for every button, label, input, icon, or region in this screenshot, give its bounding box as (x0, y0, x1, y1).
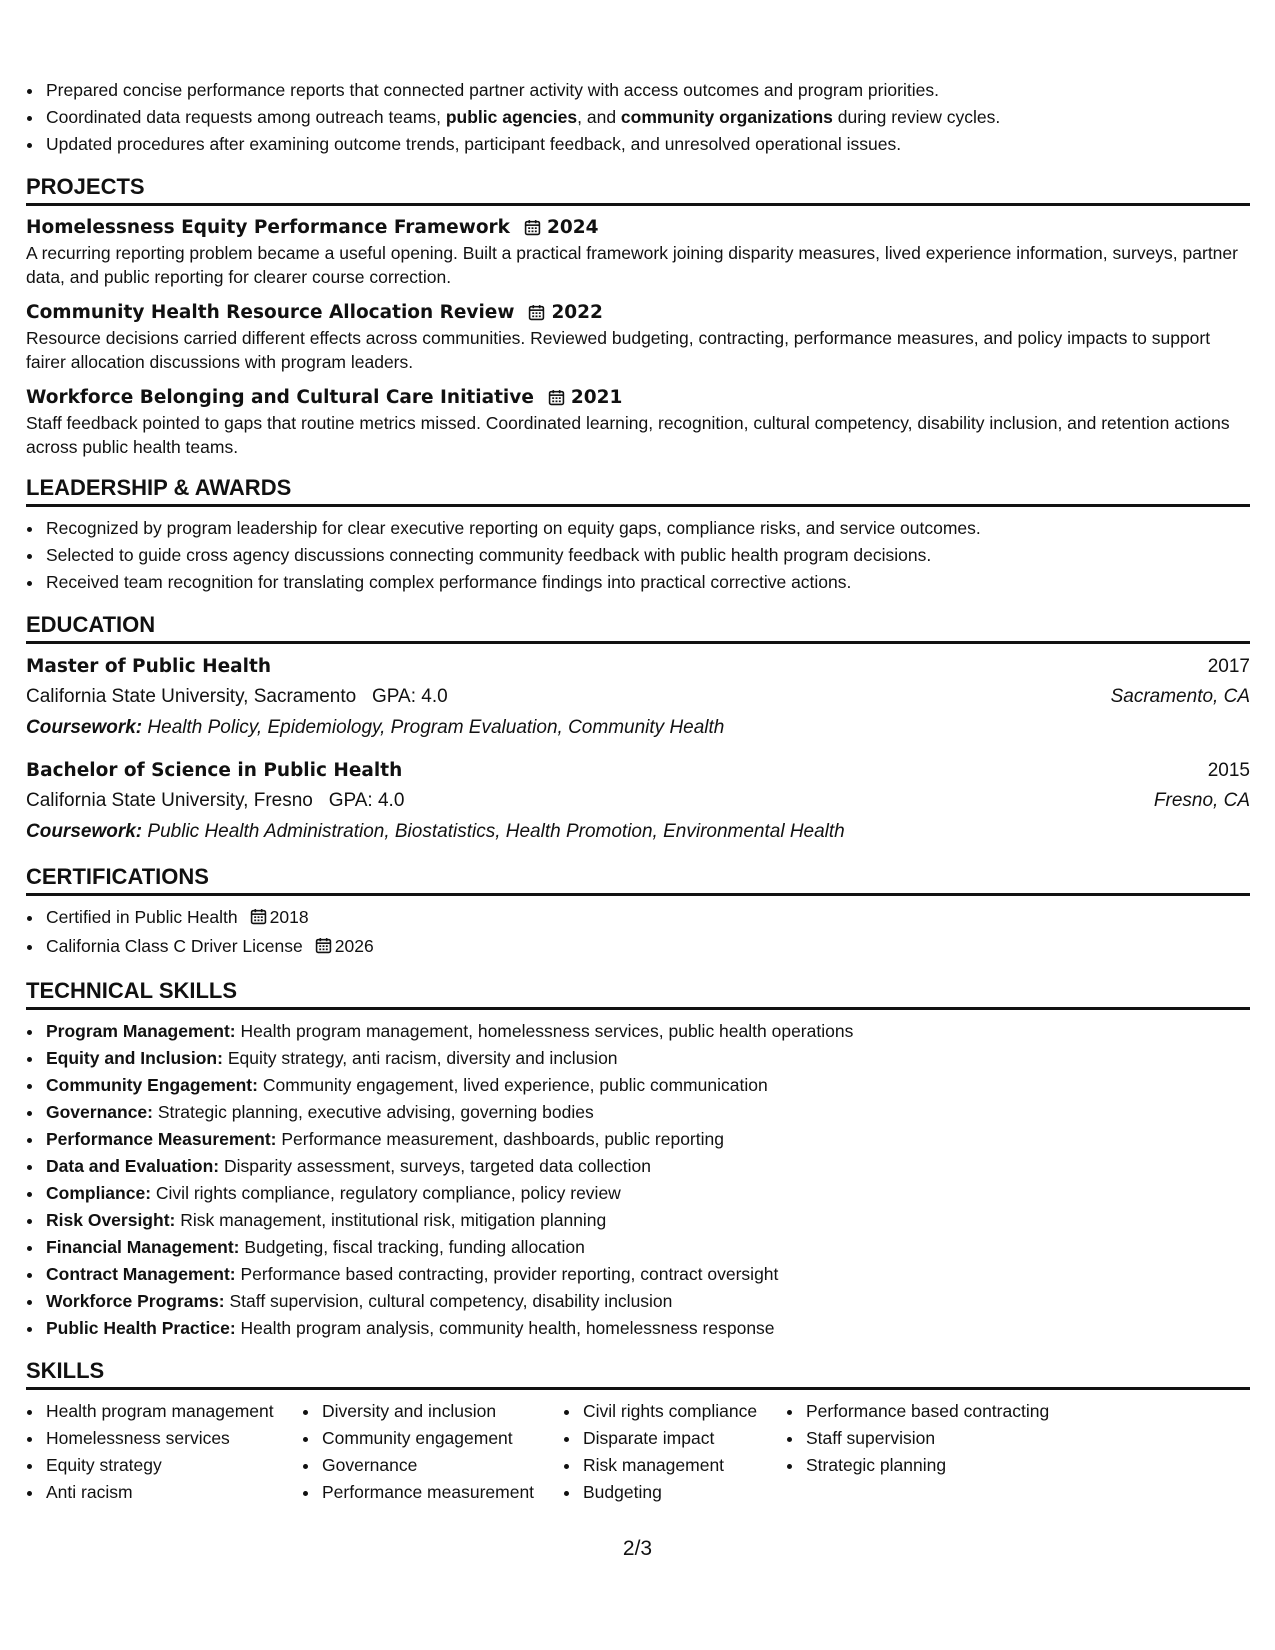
project-year: 2024 (546, 217, 599, 238)
education-year: 2015 (1207, 760, 1250, 781)
project-year: 2021 (570, 387, 623, 408)
technical-skill-value: Health program management, homelessness services, public health operations (240, 1021, 854, 1041)
skills-grid (26, 1398, 1250, 1506)
education-header-row (26, 756, 1250, 786)
education-school: California State University, Sacramento (26, 686, 357, 707)
technical-skill-label: Financial Management: (46, 1237, 240, 1257)
bullet-text: community organizations (620, 107, 833, 127)
technical-skill-value: Risk management, institutional risk, mitigation planning (180, 1210, 607, 1230)
education-gpa: GPA: 4.0 (372, 686, 448, 707)
project-title: Homelessness Equity Performance Framework (26, 217, 510, 238)
technical-skill-value: Performance measurement, dashboards, public reporting (281, 1129, 724, 1149)
leadership-section (26, 473, 1250, 596)
section-divider (26, 203, 1250, 206)
technical-skill-label: Risk Oversight: (46, 1210, 176, 1230)
section-divider (26, 1387, 1250, 1390)
certification-name: California Class C Driver License (46, 936, 303, 956)
coursework-label: Coursework: (26, 821, 143, 842)
bullet-text: Coordinated data requests among outreach teams, (46, 107, 446, 127)
technical-skill-label: Equity and Inclusion: (46, 1048, 223, 1068)
project-entry (26, 299, 1250, 374)
technical-skill-value: Civil rights compliance, regulatory compliance, policy review (155, 1183, 621, 1203)
skill-item: • Civil rights compliance (581, 1398, 786, 1425)
education-gpa: GPA: 4.0 (328, 790, 405, 811)
section-heading-projects: PROJECTS (26, 174, 145, 199)
technical-skill-item (44, 1072, 1250, 1099)
technical-skill-value: Equity strategy, anti racism, diversity and inclusion (227, 1048, 618, 1068)
section-heading-skills: SKILLS (26, 1358, 105, 1383)
section-heading-technical-skills: TECHNICAL SKILLS (26, 978, 238, 1003)
bullet-text: Prepared concise performance reports that connected partner activity with access outcomes and program priorities. (46, 80, 939, 100)
technical-skill-label: Workforce Programs: (46, 1291, 225, 1311)
calendar-icon (250, 909, 267, 929)
education-coursework (26, 816, 1250, 848)
skill-item: • Disparate impact (581, 1425, 786, 1452)
section-heading-certifications: CERTIFICATIONS (26, 864, 209, 889)
skill-item: • Budgeting (581, 1479, 786, 1506)
education-school-gpa (26, 786, 404, 816)
section-divider (26, 641, 1250, 644)
technical-skill-item (44, 1018, 1250, 1045)
leadership-list (26, 515, 1250, 596)
skill-item: • Performance based contracting (804, 1398, 1104, 1425)
certification-name: Certified in Public Health (46, 907, 238, 927)
leadership-item: • Recognized by program leadership for clear executive reporting on equity gaps, compliance risks, and service outcomes. (44, 515, 1250, 542)
experience-bullet (44, 77, 1250, 104)
bullet-text: , and (577, 107, 621, 127)
technical-skill-item (44, 1045, 1250, 1072)
education-list (26, 652, 1250, 848)
skill-item: • Diversity and inclusion (320, 1398, 563, 1425)
certification-item (44, 904, 1250, 933)
technical-skill-value: Staff supervision, cultural competency, disability inclusion (229, 1291, 673, 1311)
skills-column (26, 1398, 302, 1506)
skills-section (26, 1356, 1250, 1506)
experience-bullet (44, 104, 1250, 131)
skill-item: • Performance measurement (320, 1479, 563, 1506)
technical-skills-list (26, 1018, 1250, 1342)
section-heading-education: EDUCATION (26, 612, 156, 637)
education-degree: Master of Public Health (26, 656, 271, 677)
section-divider (26, 893, 1250, 896)
certification-item (44, 933, 1250, 962)
skill-item: • Homelessness services (44, 1425, 302, 1452)
bullet-text: Updated procedures after examining outcome trends, participant feedback, and unresolved operational issues. (46, 134, 902, 154)
experience-bullet-list (26, 77, 1250, 158)
technical-skills-section (26, 976, 1250, 1342)
technical-skill-value: Budgeting, fiscal tracking, funding allocation (244, 1237, 585, 1257)
coursework-label: Coursework: (26, 717, 143, 738)
skill-item: • Health program management (44, 1398, 302, 1425)
project-title-row (26, 384, 1250, 411)
section-heading-leadership: LEADERSHIP & AWARDS (26, 475, 292, 500)
skills-column (563, 1398, 786, 1506)
education-location: Sacramento, CA (1110, 686, 1250, 707)
skill-item: • Risk management (581, 1452, 786, 1479)
page-number: 2/3 (622, 1537, 653, 1560)
experience-bullet (44, 131, 1250, 158)
skill-item: • Equity strategy (44, 1452, 302, 1479)
project-year: 2022 (551, 302, 603, 323)
project-description: Resource decisions carried different effects across communities. Reviewed budgeting, contracting, performance measures, and policy impacts to support fairer allocation discussions with program leaders. (26, 328, 1211, 372)
project-description: Staff feedback pointed to gaps that routine metrics missed. Coordinated learning, recognition, cultural competency, disability inclusion, and retention actions across public health teams. (26, 413, 1230, 457)
certifications-list (26, 904, 1250, 962)
technical-skill-value: Performance based contracting, provider reporting, contract oversight (240, 1264, 779, 1284)
technical-skill-value: Community engagement, lived experience, public communication (262, 1075, 768, 1095)
technical-skill-label: Data and Evaluation: (46, 1156, 220, 1176)
education-header-row (26, 652, 1250, 682)
projects-list (26, 214, 1250, 459)
technical-skill-label: Compliance: (46, 1183, 152, 1203)
project-title-row (26, 299, 1250, 326)
education-year: 2017 (1207, 656, 1250, 677)
bullet-text: during review cycles. (832, 107, 1001, 127)
project-entry (26, 384, 1250, 459)
technical-skill-value: Health program analysis, community health, homelessness response (240, 1318, 775, 1338)
education-location: Fresno, CA (1153, 790, 1250, 811)
calendar-icon (548, 389, 565, 406)
technical-skill-label: Program Management: (46, 1021, 236, 1041)
technical-skill-item (44, 1261, 1250, 1288)
technical-skill-label: Community Engagement: (46, 1075, 258, 1095)
education-section (26, 610, 1250, 848)
education-entry (26, 756, 1250, 848)
technical-skill-item (44, 1315, 1250, 1342)
skill-item: • Staff supervision (804, 1425, 1104, 1452)
certifications-section (26, 862, 1250, 962)
technical-skill-item (44, 1207, 1250, 1234)
calendar-icon (528, 304, 545, 321)
project-description: A recurring reporting problem became a useful opening. Built a practical framework joining disparity measures, lived experience information, surveys, partner data, and public reporting for clearer course correction. (26, 243, 1238, 287)
technical-skill-label: Performance Measurement: (46, 1129, 277, 1149)
project-title-row (26, 214, 1250, 241)
bullet-text: public agencies (445, 107, 578, 127)
education-school-gpa (26, 682, 448, 712)
education-degree: Bachelor of Science in Public Health (26, 760, 403, 781)
technical-skill-item (44, 1153, 1250, 1180)
skills-column (786, 1398, 1104, 1506)
resume-page (26, 77, 1250, 1506)
technical-skill-item (44, 1126, 1250, 1153)
coursework-list: Health Policy, Epidemiology, Program Evaluation, Community Health (147, 717, 725, 738)
skill-item: • Governance (320, 1452, 563, 1479)
education-entry (26, 652, 1250, 744)
technical-skill-item (44, 1234, 1250, 1261)
coursework-list: Public Health Administration, Biostatistics, Health Promotion, Environmental Health (147, 821, 845, 842)
education-school-row (26, 786, 1250, 816)
education-school-row (26, 682, 1250, 712)
leadership-item: • Received team recognition for translating complex performance findings into practical corrective actions. (44, 569, 1250, 596)
technical-skill-item (44, 1099, 1250, 1126)
certification-year: 2026 (334, 936, 374, 956)
skills-column (302, 1398, 563, 1506)
technical-skill-value: Disparity assessment, surveys, targeted data collection (223, 1156, 651, 1176)
project-title: Community Health Resource Allocation Review (26, 302, 515, 323)
skill-item: • Anti racism (44, 1479, 302, 1506)
technical-skill-item (44, 1288, 1250, 1315)
calendar-icon (524, 219, 541, 236)
education-school: California State University, Fresno (26, 790, 313, 811)
skill-item: • Community engagement (320, 1425, 563, 1452)
leadership-item: • Selected to guide cross agency discussions connecting community feedback with public health program decisions. (44, 542, 1250, 569)
skill-item: • Strategic planning (804, 1452, 1104, 1479)
technical-skill-label: Public Health Practice: (46, 1318, 236, 1338)
technical-skill-value: Strategic planning, executive advising, governing bodies (157, 1102, 594, 1122)
projects-section (26, 172, 1250, 459)
project-title: Workforce Belonging and Cultural Care Initiative (26, 387, 534, 408)
education-coursework (26, 712, 1250, 744)
technical-skill-label: Governance: (46, 1102, 153, 1122)
section-divider (26, 504, 1250, 507)
technical-skill-item (44, 1180, 1250, 1207)
project-entry (26, 214, 1250, 289)
technical-skill-label: Contract Management: (46, 1264, 236, 1284)
calendar-icon (315, 938, 332, 958)
certification-year: 2018 (269, 907, 309, 927)
section-divider (26, 1007, 1250, 1010)
